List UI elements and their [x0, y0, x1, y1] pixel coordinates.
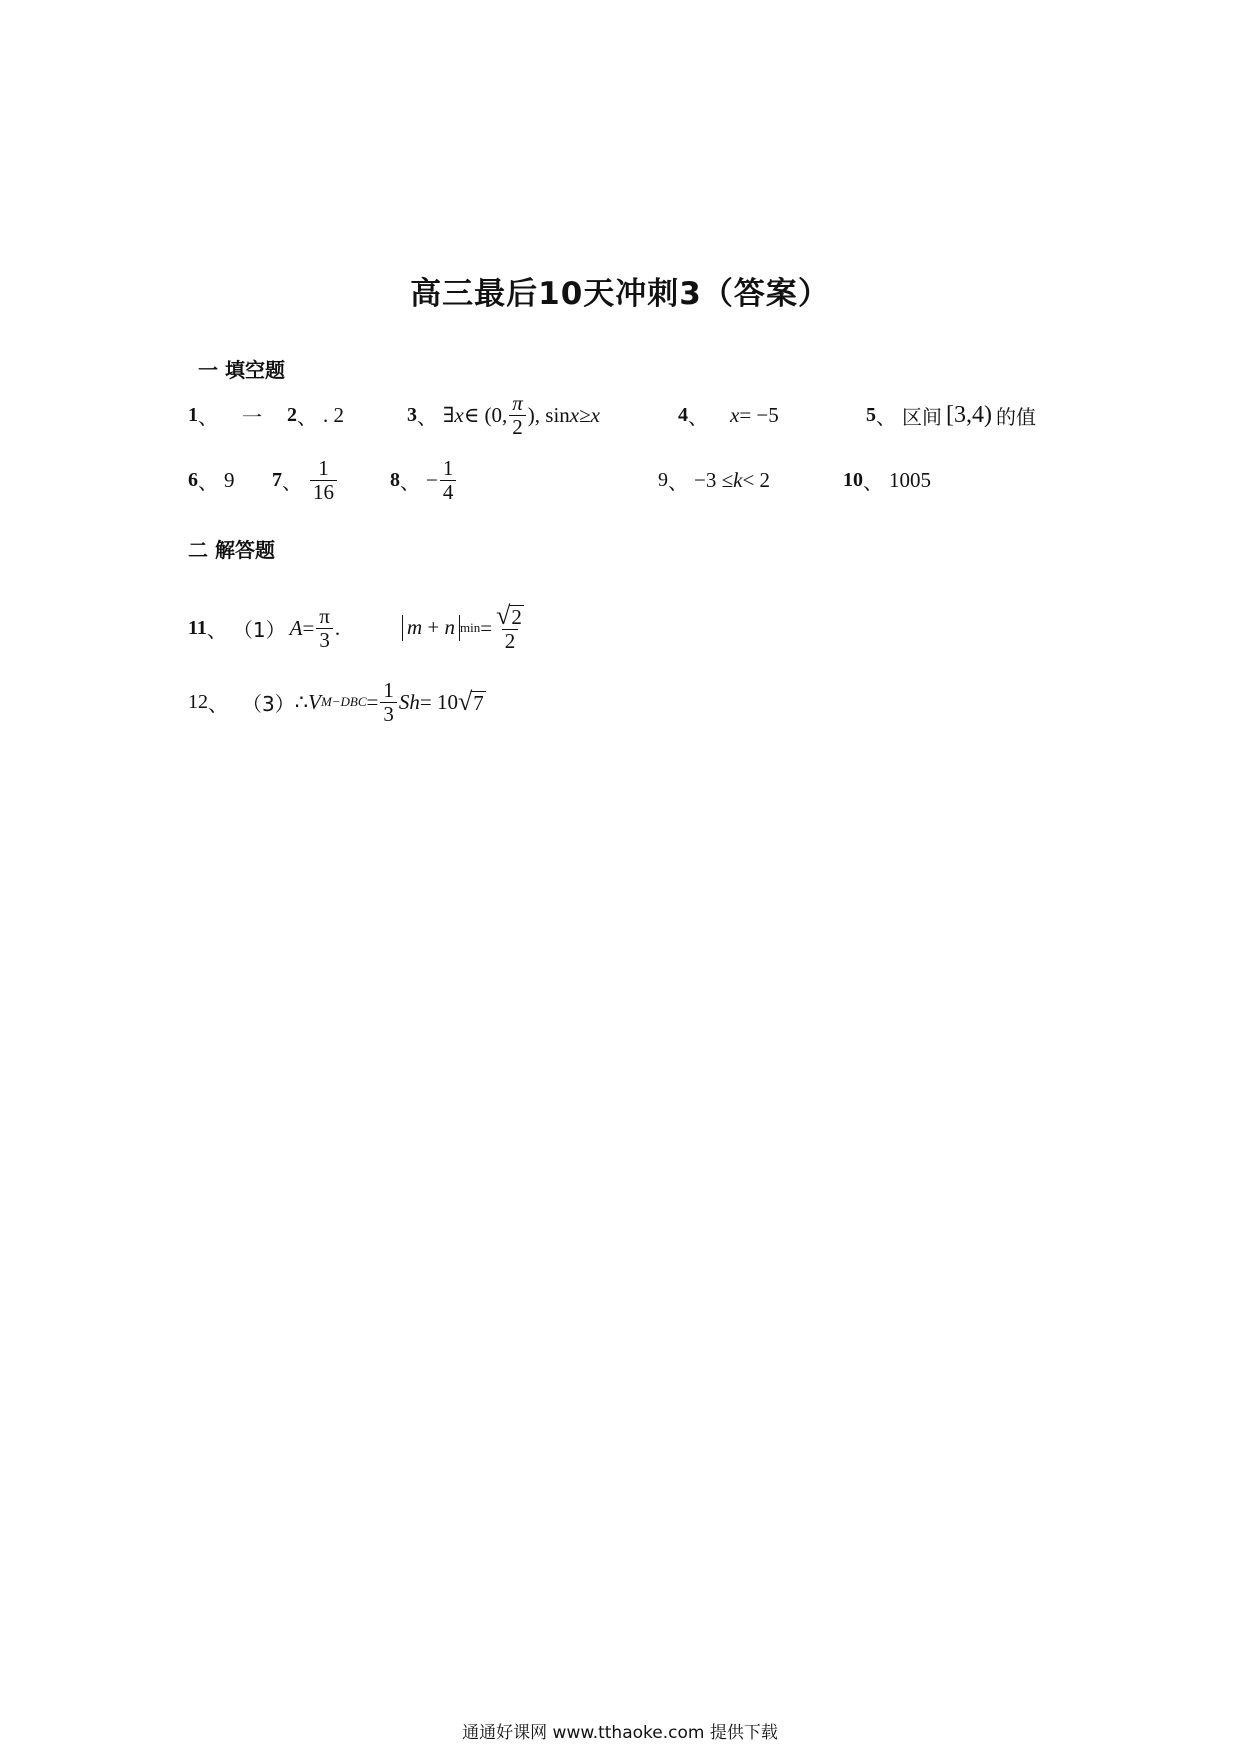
solution-number: 12: [188, 690, 208, 713]
answer-number: 1: [188, 403, 198, 426]
answer-number: 9: [658, 468, 668, 491]
answer-10: 10 、 1005: [843, 467, 931, 494]
answer-number: 4: [678, 403, 688, 426]
fraction: $\frac{1}{3}$: [380, 679, 397, 724]
answer-2: 2 、 . 2: [287, 402, 344, 429]
footer-source-note: 通通好课网 www.tthaoke.com 提供下载: [462, 1723, 778, 1743]
solution-11: 11 、 （1） A = $\frac{\pi}{3}$ . m + n min = √ 2 2: [0, 598, 1240, 658]
answer-number: 8: [390, 468, 400, 491]
min-norm-expression: m + n min = √ 2 2: [402, 598, 528, 658]
answer-number: 10: [843, 468, 863, 491]
answer-4: 4 、 x = −5: [678, 402, 779, 429]
answer-value: 1005: [889, 467, 931, 492]
answer-value: . 2: [323, 402, 344, 427]
answer-6: 6 、 9: [188, 467, 235, 494]
answer-number: 7: [272, 468, 282, 491]
answer-3: 3 、 ∃ x ∈ (0, $\frac{\pi}{2}$ ), sin x ≥ x: [407, 391, 600, 439]
answer-9: 9 、 −3 ≤ k < 2: [658, 467, 771, 494]
answer-value: 一: [242, 404, 262, 429]
answer-8: 8 、 − $\frac{1}{4}$: [390, 450, 458, 510]
interval: [3,4): [946, 401, 992, 428]
answer-row-1: [0, 385, 1240, 445]
fraction: $\frac{1}{4}$: [440, 457, 457, 502]
answer-7: 7 、 $\frac{1}{16}$: [272, 450, 339, 510]
solution-12: 12 、 （3） ∴ V M−DBC = $\frac{1}{3}$ Sh = 10 √ 7: [188, 678, 484, 726]
answer-number: 5: [866, 403, 876, 426]
absolute-value: m + n: [402, 615, 460, 640]
fraction: $\frac{\pi}{3}$: [316, 605, 333, 650]
answer-number: 2: [287, 403, 297, 426]
fraction: $\frac{\pi}{2}$: [509, 392, 526, 437]
fraction: √ 2 2: [496, 601, 522, 654]
answer-number: 3: [407, 403, 417, 426]
page-title: 高三最后10天冲刺3（答案）: [410, 276, 830, 312]
answer-1: 1 、 一: [188, 385, 262, 445]
answer-row-2: [0, 450, 1240, 510]
solution-number: 11: [188, 616, 207, 639]
answer-number: 6: [188, 468, 198, 491]
answer-5: 5 、 区间 [3,4) 的值: [866, 401, 1036, 429]
answer-value: 9: [224, 467, 235, 492]
section-heading-fill-in: 一 填空题: [198, 358, 285, 382]
sqrt-expression: √ 7: [457, 687, 484, 716]
sqrt-expression: √ 2: [496, 601, 522, 631]
fraction: $\frac{1}{16}$: [310, 457, 337, 502]
section-heading-solutions: 二 解答题: [188, 538, 275, 562]
